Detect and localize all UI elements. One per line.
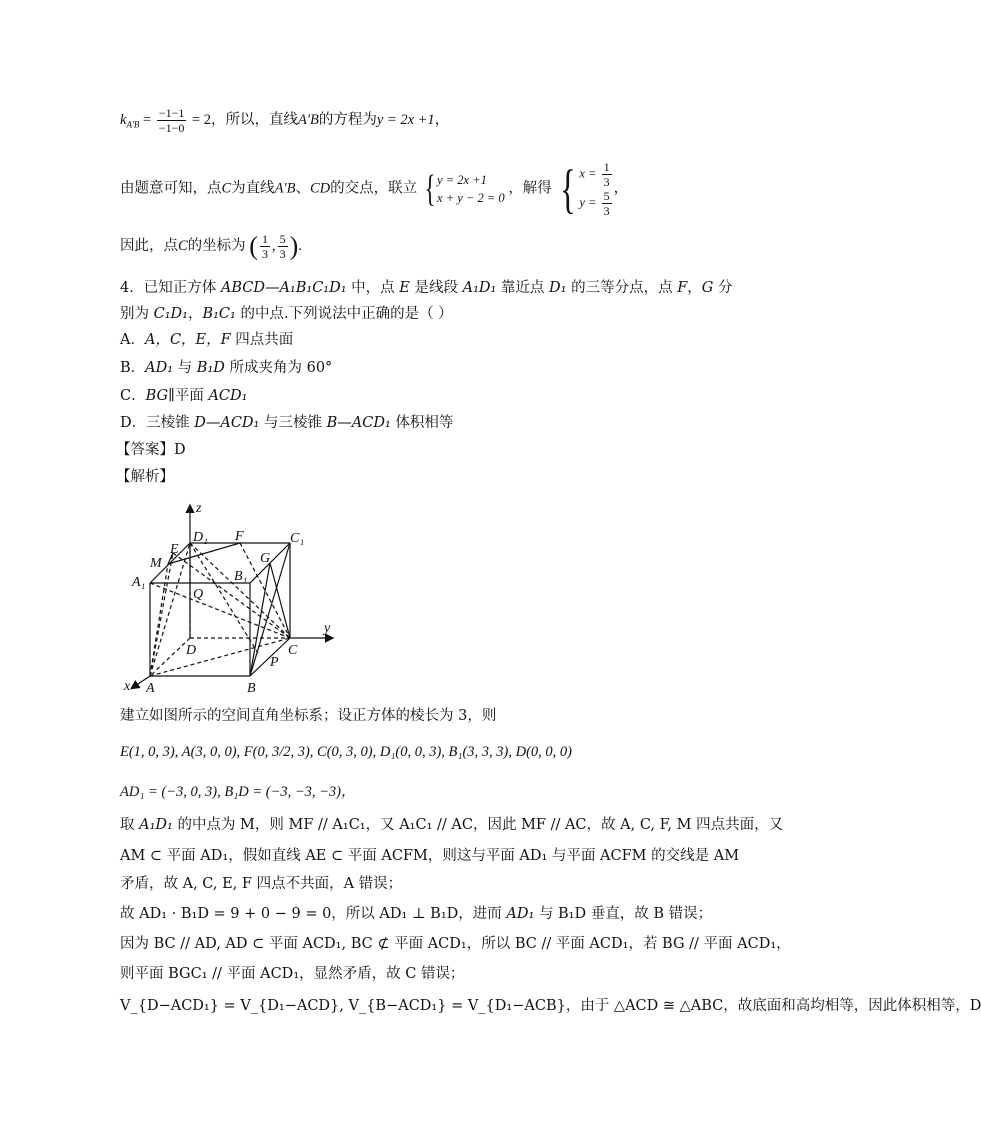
solution-line-intersection: 由题意可知，点C为直线A'B、CD的交点，联立 { y = 2x +1 x + y − 2 = 0 ，解得 { x = $\frac{1}{3}$ y = $\frac{5}{3}$ ，	[120, 159, 629, 219]
solution-step-9: 则平面 BGC₁ // 平面 ACD₁，显然矛盾，故 C 错误；	[120, 966, 465, 982]
label-x: x	[124, 679, 131, 694]
solution-step-3: AD₁ = (−3, 0, 3), B₁D = (−3, −3, −3)，	[120, 784, 356, 800]
label-B: B	[247, 681, 256, 696]
solution-step-4: 取 A₁D₁ 的中点为 M，则 MF // A₁C₁，又 A₁C₁ // AC，因此 MF // AC，故 A, C, F, M 四点共面，又	[120, 817, 784, 833]
label-y: y	[324, 621, 331, 636]
option-b: B．AD₁ 与 B₁D 所成夹角为 60°	[120, 360, 333, 376]
label-M: M	[150, 556, 162, 571]
label-C: C	[288, 643, 298, 658]
solution-step-8: 因为 BC // AD, AD ⊂ 平面 ACD₁, BC ⊄ 平面 ACD₁，所以 BC // 平面 ACD₁，若 BG // 平面 ACD₁，	[120, 936, 791, 952]
solution-line-slope: $k_{A'B}$ = $\frac{-1-1}{-1-0}$ = 2，所以，直线A'B的方程为y = 2x +1，	[120, 106, 450, 135]
label-C1: C₁	[290, 531, 305, 546]
solution-step-7: 故 AD₁ · B₁D = 9 + 0 − 9 = 0，所以 AD₁ ⊥ B₁D，进而 AD₁ 与 B₁D 垂直，故 B 错误；	[120, 906, 713, 922]
label-P: P	[270, 655, 279, 670]
label-B1: B₁	[234, 569, 248, 584]
label-A1: A₁	[132, 575, 146, 590]
label-D1: D₁	[193, 530, 208, 545]
solution-line-coordinate: 因此，点C的坐标为 ( $\frac{1}{3}$ , $\frac{5}{3}$ ).	[120, 231, 302, 261]
option-d: D．三棱锥 D—ACD₁ 与三棱锥 B—ACD₁ 体积相等	[120, 415, 454, 431]
answer-label: 【答案】D	[116, 442, 186, 458]
solution-step-10: V_{D−ACD₁} = V_{D₁−ACD}, V_{B−ACD₁} = V_{D₁−ACB}，由于 △ACD ≅ △ABC，故底面和高均相等，因此体积相等，D	[120, 998, 981, 1014]
solution-step-6: 矛盾，故 A, C, E, F 四点不共面，A 错误；	[120, 876, 403, 892]
question-4-line-1: 4．已知正方体 ABCD—A₁B₁C₁D₁ 中，点 E 是线段 A₁D₁ 靠近点 D₁ 的三等分点，点 F，G 分	[120, 280, 733, 296]
label-G: G	[260, 551, 271, 566]
option-c: C．BG∥平面 ACD₁	[120, 388, 248, 404]
solution-step-5: AM ⊂ 平面 AD₁，假如直线 AE ⊂ 平面 ACFM，则这与平面 AD₁ 与平面 ACFM 的交线是 AM	[120, 848, 740, 864]
label-Q: Q	[193, 587, 204, 602]
analysis-label: 【解析】	[116, 469, 174, 485]
solution-step-2: E(1, 0, 3), A(3, 0, 0), F(0, 3/2, 3), C(0, 3, 0), D₁(0, 0, 3), B₁(3, 3, 3), D(0, 0, 0)	[120, 744, 572, 760]
label-z: z	[196, 501, 202, 516]
label-F: F	[235, 529, 244, 544]
cube-figure	[120, 498, 350, 696]
label-D: D	[186, 643, 197, 658]
label-E: E	[170, 542, 179, 557]
solution-step-1: 建立如图所示的空间直角坐标系；设正方体的棱长为 3，则	[120, 708, 497, 724]
option-a: A．A，C，E，F 四点共面	[120, 332, 294, 348]
question-4-line-2: 别为 C₁D₁，B₁C₁ 的中点.下列说法中正确的是（ ）	[120, 306, 453, 322]
label-A: A	[146, 681, 155, 696]
